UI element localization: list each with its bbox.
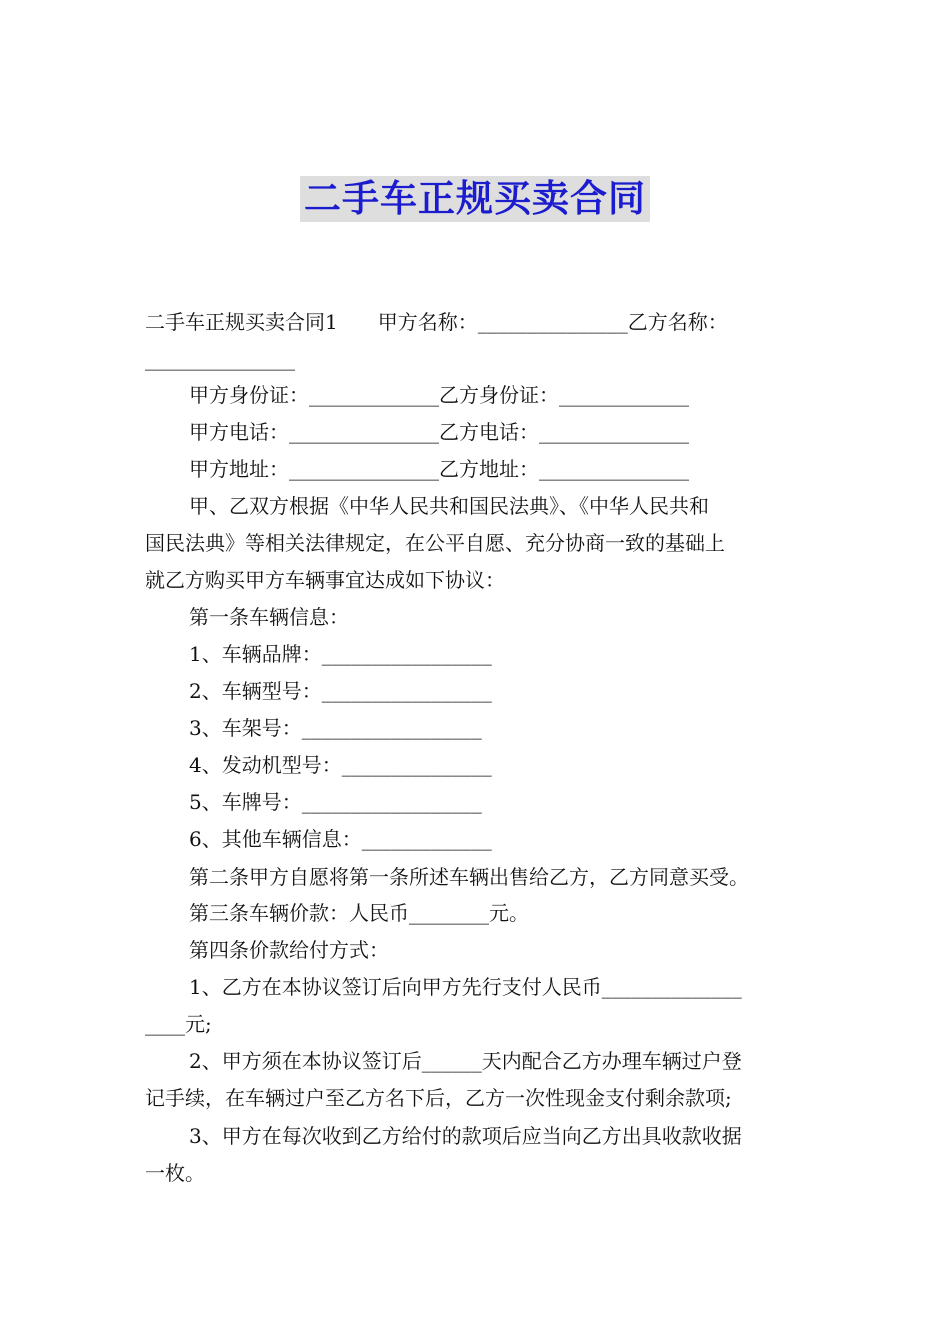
- phone-line: 甲方电话：_______________乙方电话：_______________: [189, 420, 689, 444]
- preamble-line-2: 国民法典》等相关法律规定，在公平自愿、充分协商一致的基础上: [145, 531, 725, 555]
- document-title-block: [0, 176, 950, 222]
- other-info-field: 6、其他车辆信息：_____________: [189, 827, 492, 851]
- article-3-price: 第三条车辆价款：人民币________元。: [189, 901, 529, 925]
- id-card-line: 甲方身份证：_____________乙方身份证：_____________: [189, 383, 689, 407]
- party-b-name-blank: _______________: [145, 347, 295, 371]
- article-1-heading: 第一条车辆信息：: [189, 605, 349, 629]
- article-4-heading: 第四条价款给付方式：: [189, 938, 389, 962]
- contract-intro-line: 二手车正规买卖合同1 甲方名称：_______________乙方名称：: [145, 310, 728, 334]
- plate-number-field: 5、车牌号：__________________: [189, 790, 482, 814]
- payment-clause-3-line-2: 一枚。: [145, 1161, 205, 1185]
- payment-clause-2-line-1: 2、甲方须在本协议签订后______天内配合乙方办理车辆过户登: [189, 1049, 742, 1073]
- preamble-line-1: 甲、乙双方根据《中华人民共和国民法典》、《中华人民共和: [189, 494, 709, 518]
- document-title: 二手车正规买卖合同: [300, 176, 650, 222]
- payment-clause-1-line-2: ____元;: [145, 1012, 212, 1036]
- address-line: 甲方地址：_______________乙方地址：_______________: [189, 457, 689, 481]
- article-2: 第二条甲方自愿将第一条所述车辆出售给乙方，乙方同意买受。: [189, 865, 749, 889]
- payment-clause-3-line-1: 3、甲方在每次收到乙方给付的款项后应当向乙方出具收款收据: [189, 1124, 742, 1148]
- vehicle-model-field: 2、车辆型号：_________________: [189, 679, 492, 703]
- payment-clause-2-line-2: 记手续，在车辆过户至乙方名下后，乙方一次性现金支付剩余款项;: [145, 1086, 732, 1110]
- payment-clause-1-line-1: 1、乙方在本协议签订后向甲方先行支付人民币______________: [189, 975, 742, 999]
- preamble-line-3: 就乙方购买甲方车辆事宜达成如下协议：: [145, 568, 505, 592]
- vin-field: 3、车架号：__________________: [189, 716, 482, 740]
- engine-model-field: 4、发动机型号：_______________: [189, 753, 492, 777]
- vehicle-brand-field: 1、车辆品牌：_________________: [189, 642, 492, 666]
